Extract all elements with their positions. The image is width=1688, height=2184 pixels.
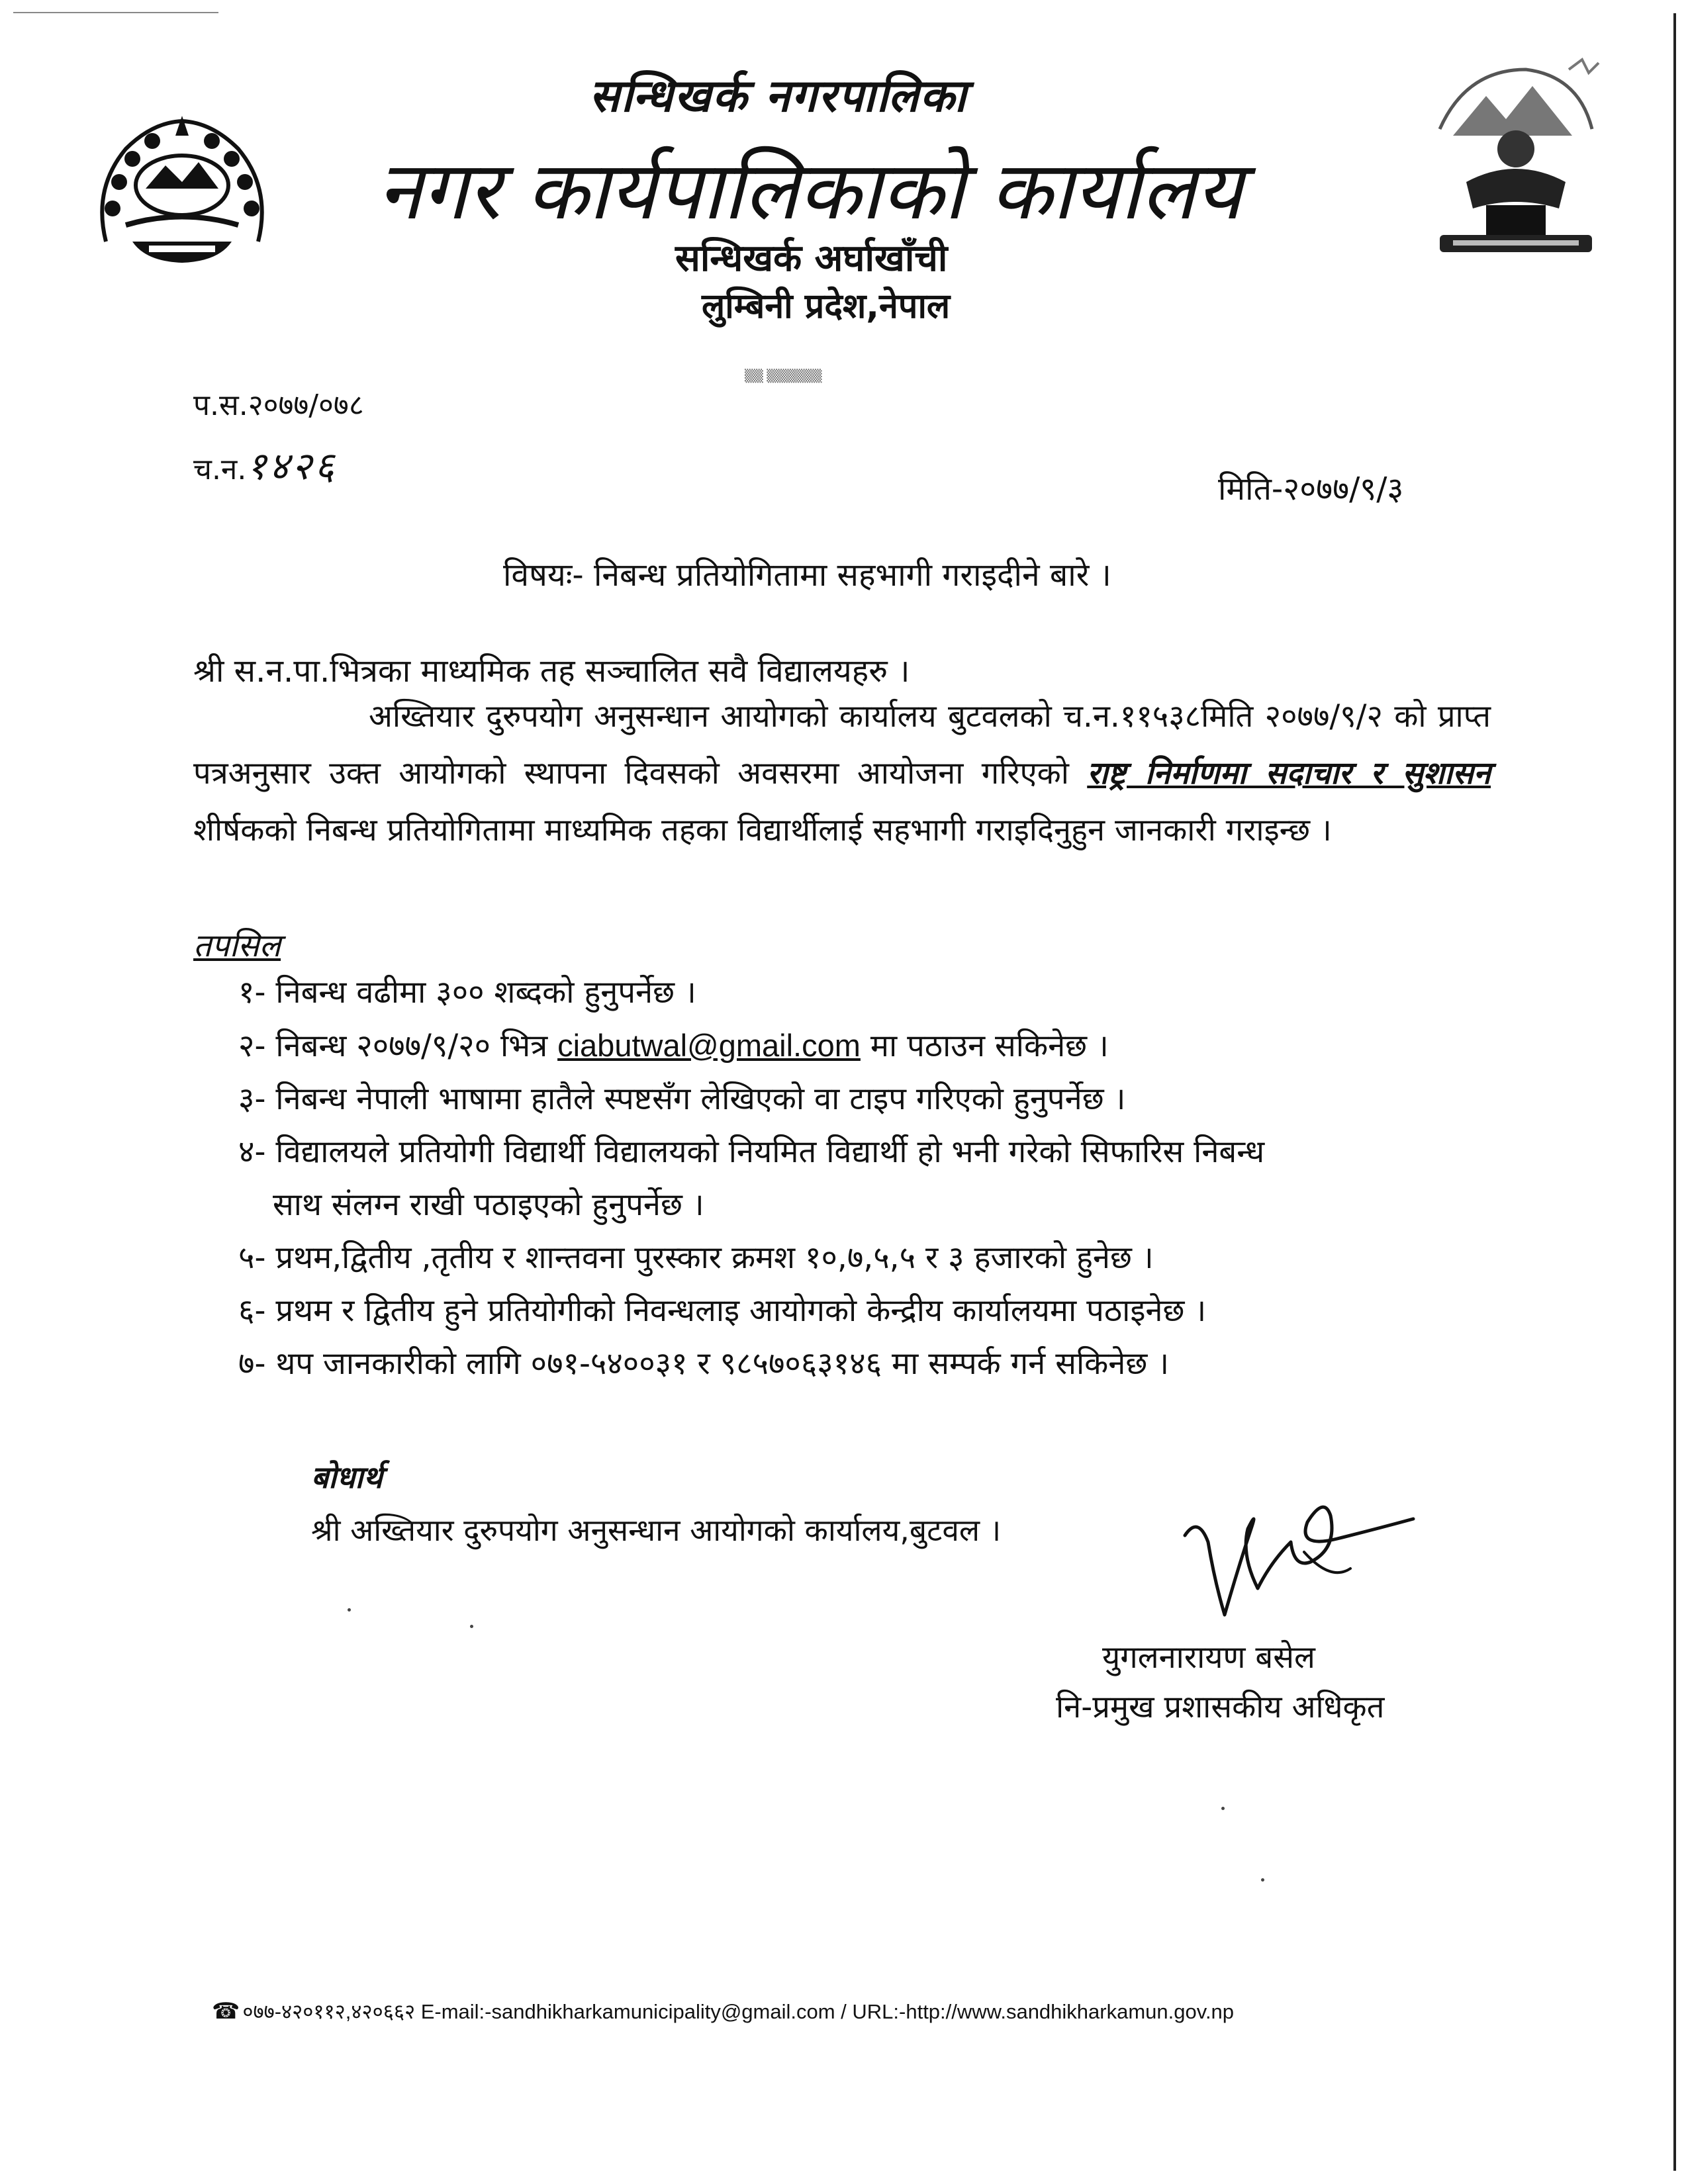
list-item [238, 1019, 1496, 1073]
signature-image [1178, 1489, 1417, 1621]
scan-speck [1261, 1878, 1264, 1882]
item2-text-post: मा पठाउन सकिनेछ । [860, 1028, 1109, 1064]
faint-stamp: ▒▒ ▒▒▒▒▒▒ [745, 369, 822, 383]
dispatch-number-handwritten: १४२६ [246, 443, 337, 488]
list-item: ३- निबन्ध नेपाली भाषामा हातैले स्पष्टसँग लेखिएको वा टाइप गरिएको हुनुपर्नेछ । [238, 1081, 1126, 1117]
footer-text: ०७७-४२०११२,४२०६६२ E-mail:-sandhikharkamunicipality@gmail.com / URL:-http://www.sandhikharkamun.gov.np [242, 2000, 1235, 2023]
dispatch-number [193, 438, 337, 490]
signatory-name: युगलनारायण बसेल [1102, 1639, 1315, 1676]
list-item-continued: साथ संलग्न राखी पठाइएको हुनुपर्नेछ । [273, 1187, 704, 1223]
letter-subject: विषयः- निबन्ध प्रतियोगितामा सहभागी गराइदीने बारे । [503, 557, 1111, 594]
scan-speck [1221, 1807, 1225, 1810]
letter-date: मिति-२०७७/९/३ [1218, 471, 1404, 508]
list-item: ७- थप जानकारीको लागि ०७१-५४००३१ र ९८५७०६३१४६ मा सम्पर्क गर्न सकिनेछ । [238, 1345, 1170, 1382]
body-part-1: अख्तियार दुरुपयोग अनुसन्धान आयोगको कार्यालय बुटवलको च.न.११५३८मिति २०७७/९/२ को प्राप्त पत्रअनुसार उक्त आयोगको स्थापना दिवसको अवसरमा आयोजना गरिएको [193, 698, 1491, 792]
list-item: ५- प्रथम,द्वितीय ,तृतीय र शान्तवना पुरस्कार क्रमश १०,७,५,५ र ३ हजारको हुनेछ । [238, 1240, 1154, 1276]
cc-heading: बोधार्थ [311, 1459, 383, 1495]
list-item: ६- प्रथम र द्वितीय हुने प्रतियोगीको निवन्धलाइ आयोगको केन्द्रीय कार्यालयमा पठाइनेछ । [238, 1293, 1207, 1329]
list-item: ४- विद्यालयले प्रतियोगी विद्यार्थी विद्यालयको नियमित विद्यार्थी हो भनी गरेको सिफारिस निबन्ध [238, 1134, 1265, 1170]
item2-text-pre: २- निबन्ध २०७७/९/२० भित्र [238, 1028, 558, 1064]
letter-body [193, 688, 1491, 859]
details-heading: तपसिल [193, 927, 281, 964]
scan-speck [348, 1608, 351, 1612]
footer-contact [212, 1997, 1234, 2025]
email-link[interactable]: ciabutwal@gmail.com [557, 1028, 861, 1063]
signatory-title: नि-प्रमुख प्रशासकीय अधिकृत [1056, 1689, 1385, 1725]
phone-icon: ☎ [212, 1999, 240, 2024]
letter-number: प.स.२०७७/०७८ [193, 388, 364, 422]
recipient-salutation: श्री स.न.पा.भित्रका माध्यमिक तह सञ्चालित सवै विद्यालयहरु । [193, 653, 910, 690]
municipality-logo-icon [1427, 56, 1605, 265]
office-location: सन्धिखर्क अर्घाखाँची [675, 237, 948, 280]
body-part-2: शीर्षकको निबन्ध प्रतियोगितामा माध्यमिक तहका विद्यार्थीलाई सहभागी गराइदिनुहुन जानकारी गराइन्छ । [193, 812, 1332, 848]
nepal-emblem-icon [86, 109, 278, 271]
municipality-name: सन्धिखर्क नगरपालिका [589, 70, 968, 122]
office-province: लुम्बिनी प्रदेश,नेपाल [702, 287, 951, 326]
office-title: नगर कार्यपालिकाको कार्यालय [377, 144, 1243, 238]
scan-edge-right [1673, 13, 1676, 2171]
scan-edge-top [13, 12, 218, 13]
scan-speck [470, 1625, 473, 1628]
dispatch-label: च.न. [193, 453, 247, 486]
list-item: १- निबन्ध वढीमा ३०० शब्दको हुनुपर्नेछ । [238, 974, 696, 1011]
essay-topic: राष्ट्र निर्माणमा सदाचार र सुशासन [1087, 755, 1491, 792]
cc-recipient: श्री अख्तियार दुरुपयोग अनुसन्धान आयोगको कार्यालय,बुटवल । [311, 1512, 1002, 1548]
details-list [238, 966, 1496, 1390]
